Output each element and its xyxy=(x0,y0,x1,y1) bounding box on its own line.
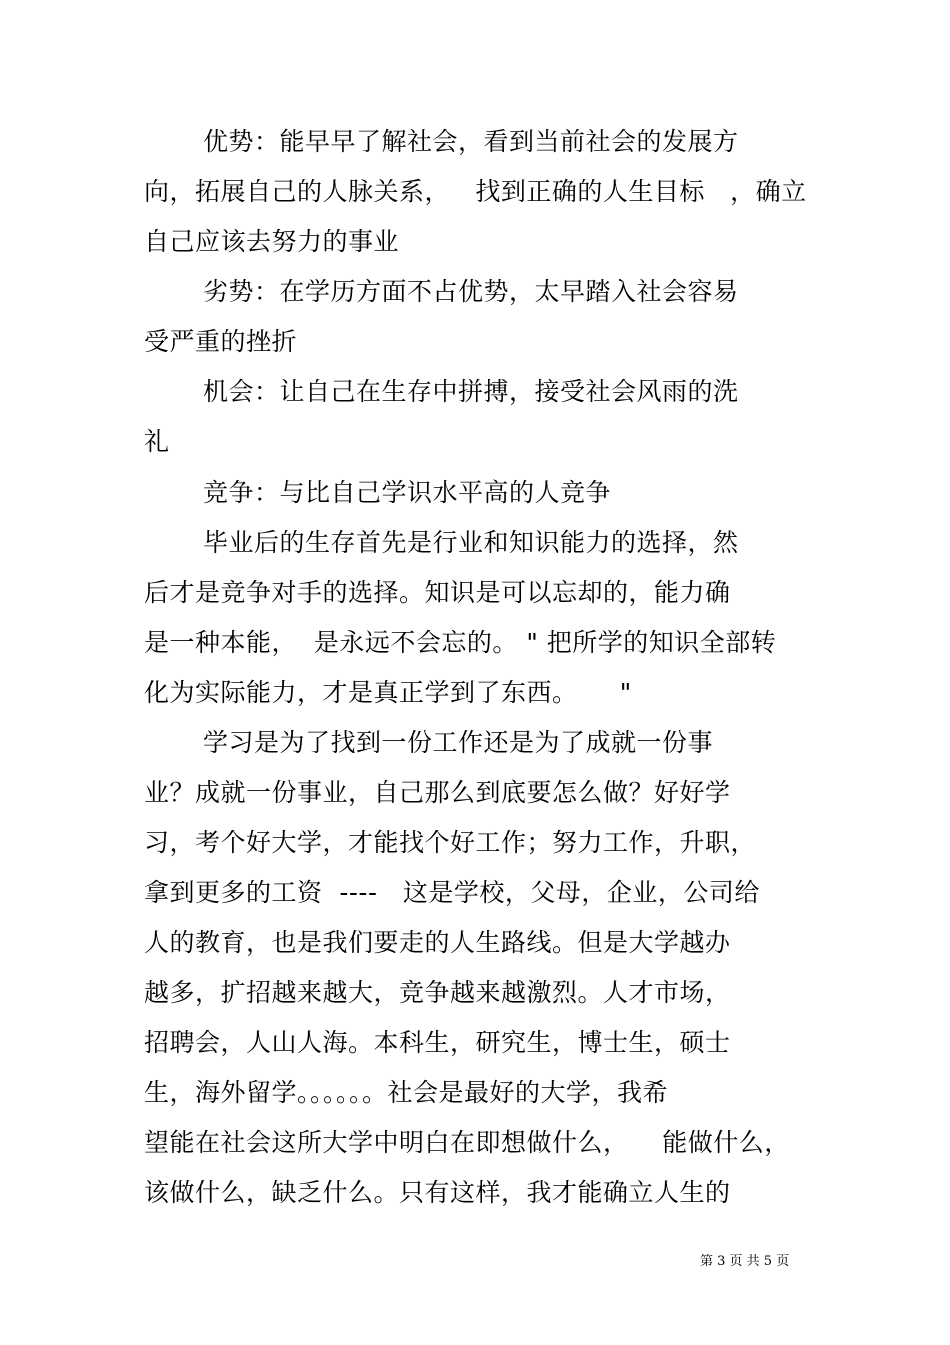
paragraph-line: 向，拓展自己的人脉关系， 找到正确的人生目标 ，确立 xyxy=(144,177,807,206)
paragraph-line: 拿到更多的工资 ---- 这是学校，父母，企业，公司给 xyxy=(144,878,760,907)
paragraph-line: 自己应该去努力的事业 xyxy=(144,227,400,256)
paragraph-line: 人的教育，也是我们要走的人生路线。但是大学越办 xyxy=(144,928,731,957)
paragraph-line: 越多，扩招越来越大，竞争越来越激烈。人才市场， xyxy=(144,978,731,1007)
paragraph-line: 优势：能早早了解社会，看到当前社会的发展方 xyxy=(203,127,739,156)
paragraph-line: 习，考个好大学，才能找个好工作；努力工作，升职， xyxy=(144,828,757,857)
paragraph-line: 竞争：与比自己学识水平高的人竞争 xyxy=(203,478,612,507)
paragraph-line: 机会：让自己在生存中拼搏，接受社会风雨的洗 xyxy=(203,377,739,406)
page-number-footer: 第 3 页 共 5 页 xyxy=(700,1254,790,1269)
paragraph-line: 该做什么，缺乏什么。只有这样，我才能确立人生的 xyxy=(144,1178,731,1207)
paragraph-line: 化为实际能力，才是真正学到了东西。 " xyxy=(144,678,632,707)
paragraph-line: 生，海外留学。。。。。。社会是最好的大学，我希 xyxy=(144,1078,669,1107)
paragraph-line: 受严重的挫折 xyxy=(144,327,298,356)
paragraph-line: 学习是为了找到一份工作还是为了成就一份事 xyxy=(203,728,714,757)
paragraph-line: 后才是竞争对手的选择。知识是可以忘却的，能力确 xyxy=(144,578,731,607)
paragraph-line: 是一种本能， 是永远不会忘的。 " 把所学的知识全部转 xyxy=(144,628,777,657)
paragraph-line: 业？成就一份事业，自己那么到底要怎么做？好好学 xyxy=(144,778,731,807)
paragraph-line: 毕业后的生存首先是行业和知识能力的选择，然 xyxy=(203,528,739,557)
paragraph-line: 劣势：在学历方面不占优势，太早踏入社会容易 xyxy=(203,277,739,306)
paragraph-line: 招聘会，人山人海。本科生，研究生，博士生，硕士 xyxy=(144,1028,731,1057)
paragraph-line: 望能在社会这所大学中明白在即想做什么， 能做什么， xyxy=(144,1128,790,1157)
paragraph-line: 礼 xyxy=(144,427,170,456)
